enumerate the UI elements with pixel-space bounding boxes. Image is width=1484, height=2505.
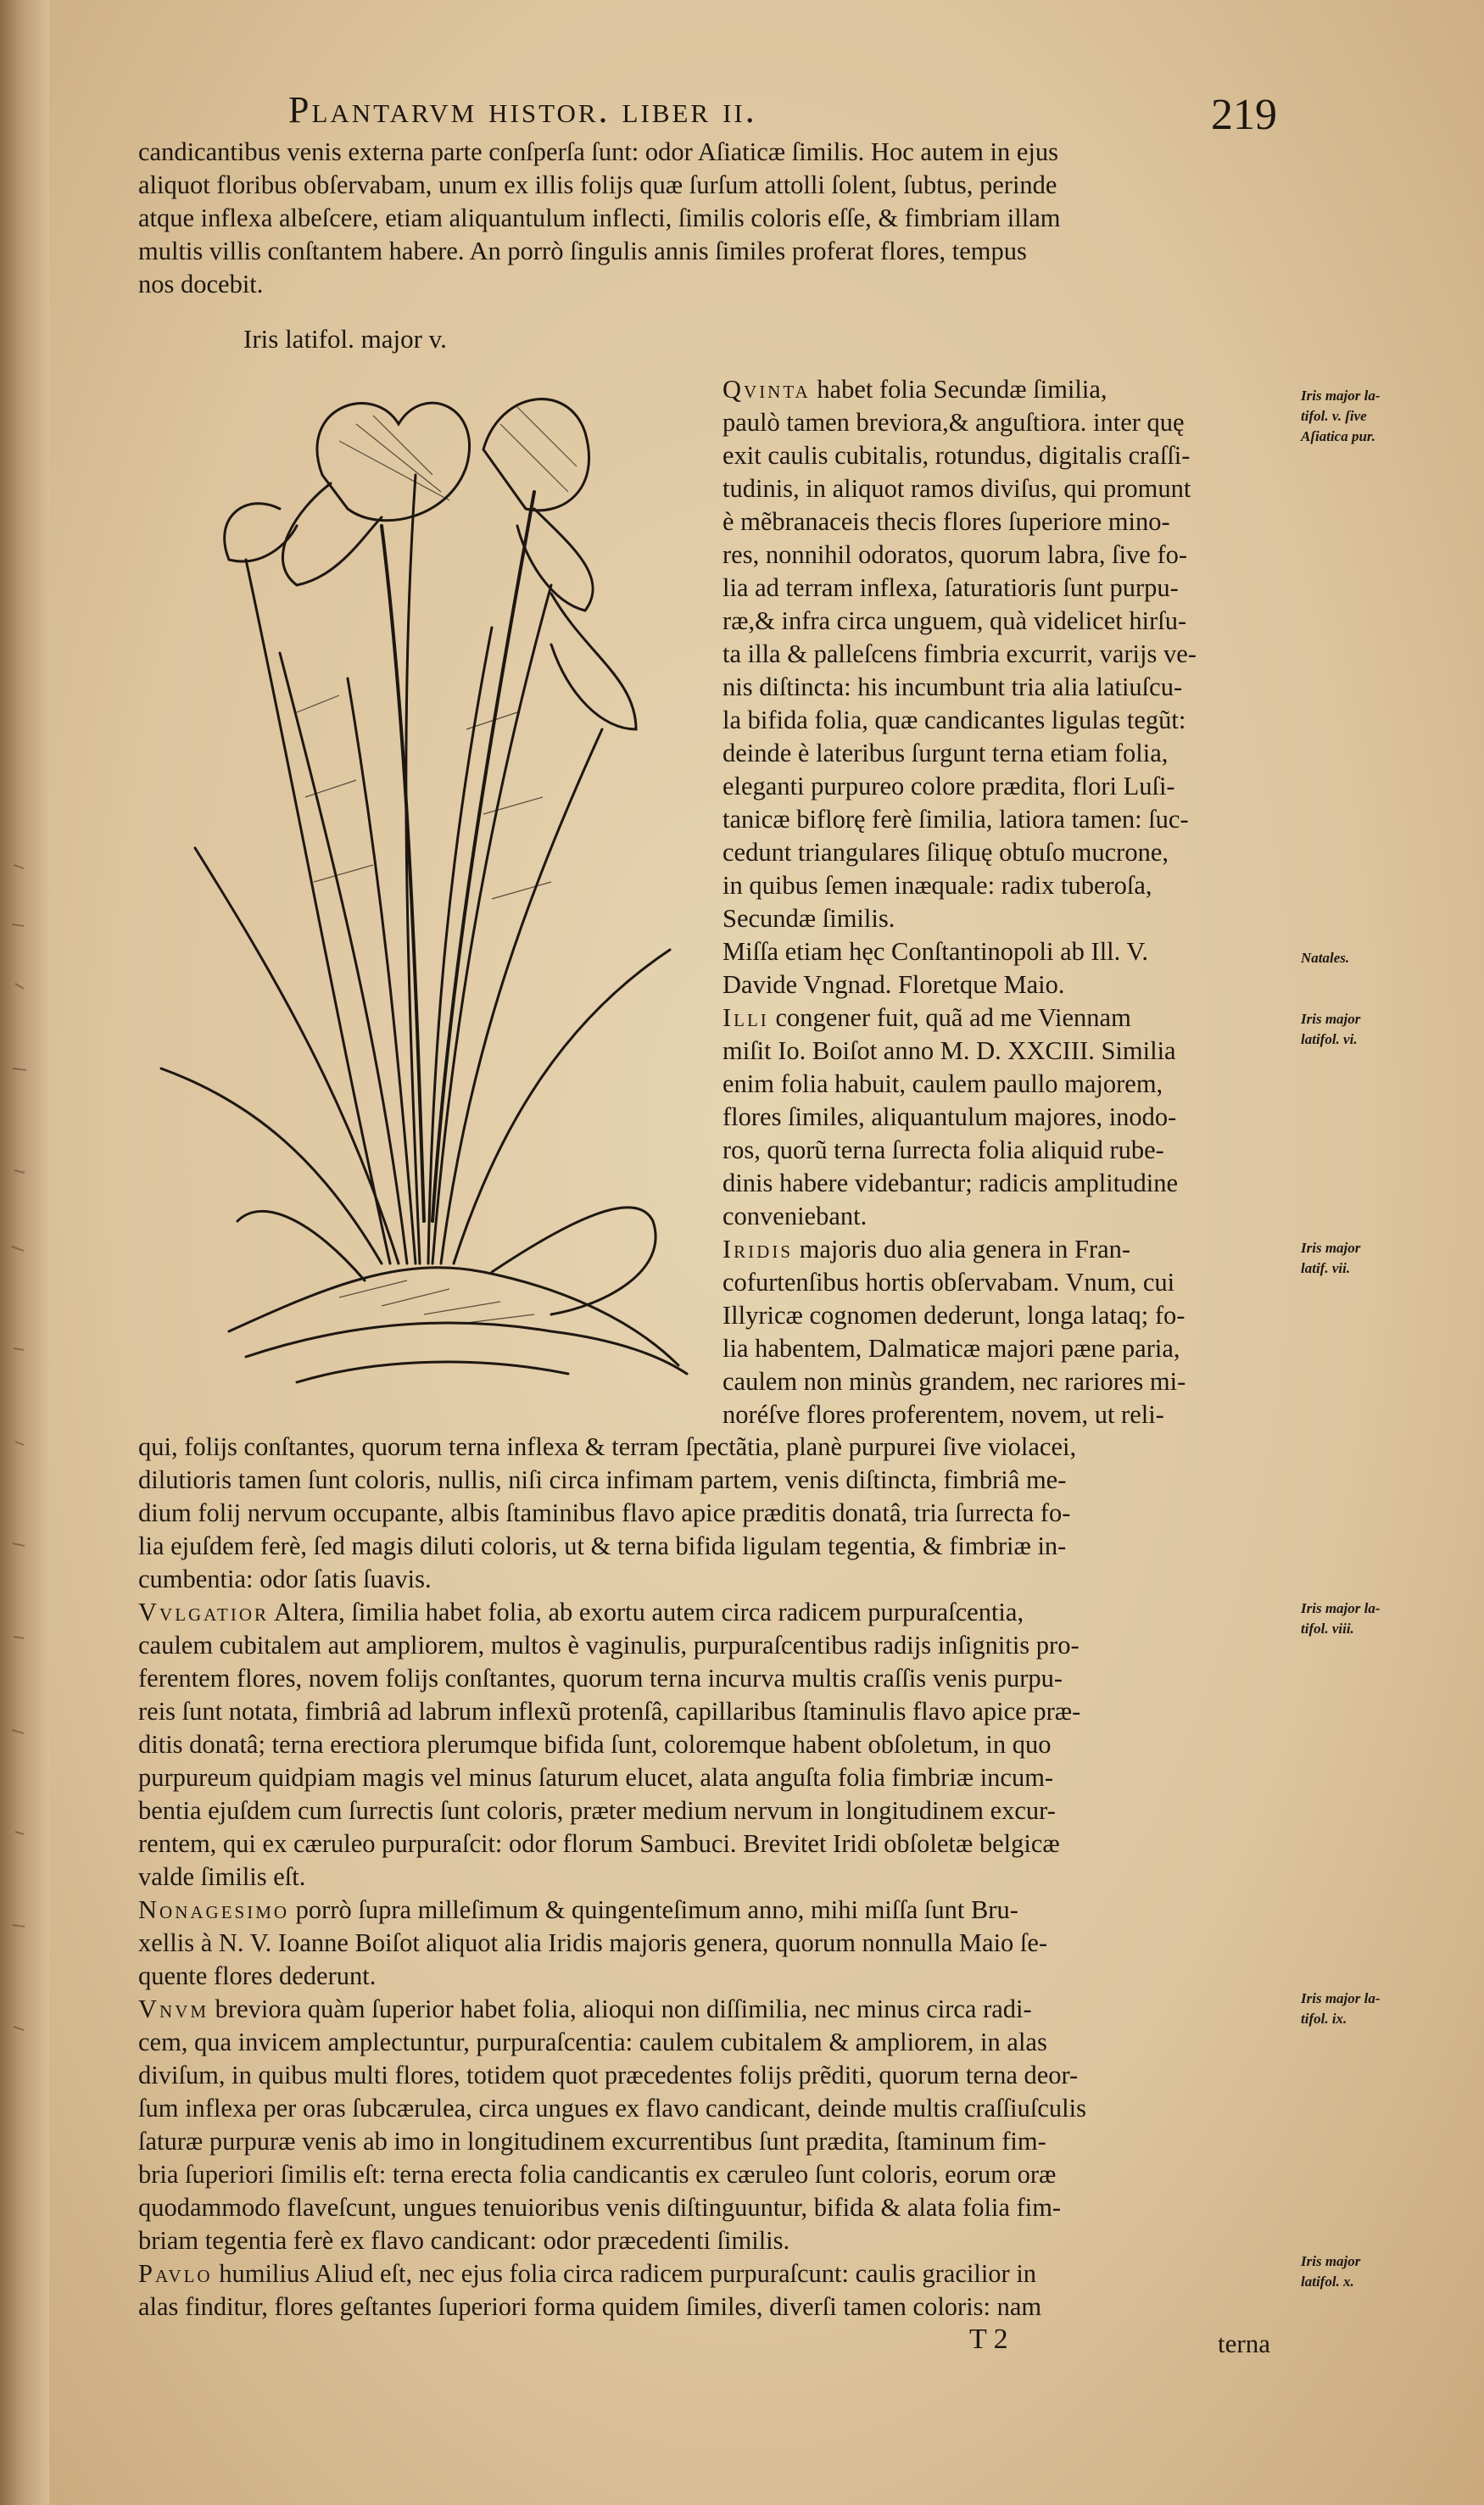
line-text: bria ſuperiori ſimilis eſt: terna erecta folia candicantis ex cæruleo ſunt coloris, eorum oræ	[138, 2160, 1057, 2189]
right-column-text	[722, 373, 1197, 1431]
text-line	[722, 1266, 1197, 1299]
text-line	[138, 1861, 1086, 1894]
text-line	[722, 1398, 1197, 1431]
text-line	[138, 1695, 1086, 1728]
line-text: noréſve flores proferentem, novem, ut reli-	[722, 1400, 1164, 1429]
text-line	[138, 2125, 1086, 2158]
line-text: lia ejuſdem ferè, ſed magis diluti coloris, ut & terna bifida ligulam tegentia, & fimbriæ in-	[138, 1531, 1067, 1560]
line-text: deinde è lateribus ſurgunt terna etiam folia,	[722, 739, 1169, 767]
margin-note	[1301, 386, 1381, 447]
line-text: breviora quàm ſuperior habet folia, alioqui non diſſimilia, nec minus circa radi-	[209, 1995, 1032, 2023]
line-text: cedunt triangulares ſiliquę obtuſo mucrone,	[722, 838, 1169, 867]
text-line: multis villis conſtantem habere. An porrò ſingulis annis ſimiles proferat flores, tempus	[138, 237, 1027, 265]
text-line	[722, 1167, 1197, 1200]
margin-note-line: tifol. viii.	[1301, 1621, 1354, 1637]
text-line	[138, 1927, 1086, 1960]
line-text: qui, folijs conſtantes, quorum terna inflexa & terram ſpectãtia, planè purpurei ſive violacei,	[138, 1432, 1077, 1461]
line-text: in quibus ſemen inæquale: radix tuberoſa,	[722, 871, 1152, 900]
margin-note-line: latifol. x.	[1301, 2273, 1354, 2290]
text-line	[138, 2158, 1086, 2191]
line-text: res, nonnihil odoratos, quorum labra, ſive fo-	[722, 540, 1188, 569]
margin-note-line: Iris major	[1301, 1011, 1361, 1027]
text-line	[722, 1035, 1197, 1068]
running-title	[288, 88, 1306, 139]
top-paragraph	[138, 136, 1061, 301]
text-line	[138, 2059, 1086, 2092]
line-text: ſaturæ purpuræ venis ab imo in longitudinem excurrentibus ſunt prædita, ſtaminum fim-	[138, 2127, 1046, 2156]
text-line	[722, 538, 1197, 572]
text-line	[722, 1068, 1197, 1101]
text-line	[138, 1894, 1086, 1927]
line-text: dinis habere videbantur; radicis amplitudine	[722, 1169, 1178, 1197]
line-text: flores ſimiles, aliquantulum majores, inodo-	[722, 1102, 1177, 1131]
line-text: ferentem flores, novem folijs conſtantes, quorum terna incurva multis craſſis venis purpu-	[138, 1664, 1063, 1693]
line-text: ditis donatâ; terna erectiora plerumque bifida ſunt, coloremque habent obſoletum, in quo	[138, 1730, 1052, 1759]
text-line	[722, 1200, 1197, 1233]
text-line	[138, 1629, 1086, 1662]
line-text: paulò tamen breviora,& anguſtiora. inter quę	[722, 408, 1185, 437]
line-text: habet folia Secundæ ſimilia,	[810, 375, 1107, 404]
text-line	[722, 968, 1197, 1001]
margin-note-line: Iris major	[1301, 2253, 1361, 2269]
text-line	[722, 770, 1197, 803]
text-line	[722, 505, 1197, 538]
page-number: 219	[1211, 91, 1277, 139]
margin-note	[1301, 2251, 1360, 2292]
margin-note	[1301, 1598, 1381, 1639]
text-line	[722, 472, 1197, 505]
line-text: tudinis, in aliquot ramos diviſus, qui promunt	[722, 474, 1191, 503]
line-text: bentia ejuſdem cum ſurrectis ſunt coloris, præter medium nervum in longitudinem excur-	[138, 1796, 1056, 1825]
text-line	[722, 1365, 1197, 1398]
margin-note-line: Iris major	[1301, 1240, 1361, 1256]
text-line	[138, 1761, 1086, 1794]
text-line	[722, 737, 1197, 770]
text-line	[722, 605, 1197, 638]
figure-caption: Iris latifol. major v.	[243, 324, 447, 354]
small-caps-initial-word: Pavlo	[138, 2259, 213, 2288]
line-text: quodammodo flaveſcunt, ungues tenuioribus venis diſtinguuntur, bifida & alata folia fim-	[138, 2193, 1062, 2222]
line-text: è mẽbranaceis thecis flores ſuperiore mino-	[722, 507, 1170, 536]
margin-note	[1301, 948, 1349, 968]
line-text: eleganti purpureo colore prædita, flori Luſi-	[722, 772, 1175, 801]
text-line	[138, 1431, 1086, 1464]
text-line	[722, 803, 1197, 836]
text-line	[722, 1332, 1197, 1365]
small-caps-initial-word: Nonagesimo	[138, 1895, 290, 1924]
line-text: ros, quorũ terna ſurrecta folia aliquid rube-	[722, 1135, 1164, 1164]
line-text: caulem non minùs grandem, nec rariores mi-	[722, 1367, 1186, 1396]
line-text: conveniebant.	[722, 1202, 868, 1230]
margin-note-line: tifol. v. ſive	[1301, 408, 1367, 424]
line-text: Altera, ſimilia habet folia, ab exortu autem circa radicem purpuraſcentia,	[269, 1598, 1024, 1626]
text-line	[722, 935, 1197, 968]
line-text: tanicæ biflorę ferè ſimilia, latiora tamen: ſuc-	[722, 805, 1189, 834]
small-caps-initial-word: Iridis	[722, 1235, 793, 1264]
text-line	[722, 638, 1197, 671]
line-text: diviſum, in quibus multi flores, totidem quot præcedentes folijs prẽditi, quorum terna deor-	[138, 2061, 1079, 2089]
margin-note-line: Aſiatica pur.	[1301, 428, 1375, 444]
text-line	[138, 1596, 1086, 1629]
margin-note-line: tifol. ix.	[1301, 2011, 1347, 2027]
text-line	[722, 704, 1197, 737]
text-line	[722, 836, 1197, 869]
line-text: miſit Io. Boiſot anno M. D. XXCIII. Similia	[722, 1036, 1176, 1065]
line-text: dium folij nervum occupante, albis ſtaminibus flavo apice præditis donatâ, tria ſurrecta fo-	[138, 1498, 1071, 1527]
line-text: cumbentia: odor ſatis ſuavis.	[138, 1565, 432, 1593]
line-text: lia habentem, Dalmaticæ majori pæne paria,	[722, 1334, 1180, 1363]
bleed-through-marks	[5, 848, 39, 2120]
line-text: ta illa & palleſcens fimbria excurrit, varijs ve-	[722, 639, 1197, 668]
line-text: caulem cubitalem aut ampliorem, multos è vaginulis, purpuraſcentibus radijs inſignitis pro-	[138, 1631, 1080, 1660]
margin-note-line: latifol. vi.	[1301, 1031, 1358, 1047]
text-line	[138, 1827, 1086, 1861]
margin-note	[1301, 1989, 1381, 2029]
text-line	[722, 1101, 1197, 1134]
text-line	[138, 2257, 1086, 2290]
text-line	[138, 2290, 1086, 2324]
line-text: dilutioris tamen ſunt coloris, nullis, niſi circa infimam partem, venis diſtincta, fimbriâ me-	[138, 1465, 1067, 1494]
line-text: quente flores dederunt.	[138, 1961, 377, 1990]
text-line	[138, 2191, 1086, 2224]
text-line	[138, 1497, 1086, 1530]
text-line	[138, 2092, 1086, 2125]
small-caps-initial-word: Vnvm	[138, 1995, 209, 2023]
line-text: la bifida folia, quæ candicantes ligulas tegũt:	[722, 706, 1186, 734]
line-text: purpureum quidpiam magis vel minus ſaturum elucet, alata anguſta folia fimbriæ incum-	[138, 1763, 1054, 1792]
line-text: Secundæ ſimilis.	[722, 904, 895, 933]
line-text: enim folia habuit, caulem paullo majorem,	[722, 1069, 1163, 1098]
margin-note-line: Iris major la-	[1301, 1990, 1381, 2006]
text-line	[138, 1530, 1086, 1563]
line-text: Miſſa etiam hęc Conſtantinopoli ab Ill. V.	[722, 937, 1149, 966]
text-line	[722, 572, 1197, 605]
small-caps-initial-word: Illi	[722, 1003, 769, 1032]
line-text: cem, qua invicem amplectuntur, purpuraſcentia: caulem cubitalem & ampliorem, in alas	[138, 2028, 1047, 2056]
text-line	[722, 869, 1197, 902]
text-line	[138, 1794, 1086, 1827]
text-line	[138, 1728, 1086, 1761]
line-text: humilius Aliud eſt, nec ejus folia circa radicem purpuraſcunt: caulis gracilior in	[212, 2259, 1037, 2288]
signature-mark: T 2	[969, 2324, 1008, 2355]
small-caps-initial-word: Vvlgatior	[138, 1598, 270, 1626]
catchword: terna	[1218, 2329, 1270, 2358]
line-text: ræ,& infra circa unguem, quà videlicet hirſu-	[722, 606, 1187, 635]
text-line: candicantibus venis externa parte conſperſa ſunt: odor Aſiaticæ ſimilis. Hoc autem in ejus	[138, 137, 1058, 166]
text-line	[722, 1299, 1197, 1332]
margin-note-line: Iris major la-	[1301, 1600, 1381, 1616]
text-line	[138, 1993, 1086, 2026]
margin-note-line: Natales.	[1301, 950, 1350, 966]
line-text: porrò ſupra milleſimum & quingenteſimum anno, mihi miſſa ſunt Bru-	[289, 1895, 1018, 1924]
margin-note	[1301, 1238, 1360, 1279]
line-text: valde ſimilis eſt.	[138, 1862, 306, 1891]
text-line	[722, 902, 1197, 935]
line-text: alas finditur, flores geſtantes ſuperiori forma quidem ſimiles, diverſi tamen coloris: nam	[138, 2292, 1042, 2321]
margin-note-line: latif. vii.	[1301, 1260, 1351, 1276]
line-text: congener fuit, quã ad me Viennam	[768, 1003, 1131, 1032]
text-line	[722, 1134, 1197, 1167]
line-text: reis ſunt notata, fimbriâ ad labrum inflexũ protenſâ, capillaribus ſtaminulis flavo apice præ-	[138, 1697, 1081, 1726]
text-line	[722, 439, 1197, 472]
line-text: lia ad terram inflexa, ſaturatioris ſunt purpu-	[722, 573, 1179, 602]
line-text: exit caulis cubitalis, rotundus, digitalis craſſi-	[722, 441, 1191, 470]
text-line	[138, 1464, 1086, 1497]
text-line	[722, 1233, 1197, 1266]
line-text: Illyricæ cognomen dederunt, longa lataq; fo-	[722, 1301, 1186, 1330]
text-line	[722, 1001, 1197, 1035]
book-gutter	[0, 0, 49, 2505]
iris-woodcut-illustration	[127, 373, 704, 1399]
line-text: Davide Vngnad. Floretque Maio.	[722, 970, 1065, 999]
text-line	[138, 1563, 1086, 1596]
line-text: briam tegentia ferè ex flavo candicant: odor præcedenti ſimilis.	[138, 2226, 790, 2255]
full-width-text	[138, 1431, 1086, 2324]
line-text: ſum inflexa per oras ſubcærulea, circa ungues ex flavo candicant, deinde multis craſſiuſculis	[138, 2094, 1086, 2123]
small-caps-initial-word: Qvinta	[722, 375, 811, 404]
line-text: nis diſtincta: his incumbunt tria alia latiuſcu-	[722, 672, 1183, 701]
running-title-text: Plantarvm histor. liber ii.	[288, 89, 757, 131]
text-line	[138, 2026, 1086, 2059]
text-line	[138, 2224, 1086, 2257]
text-line	[722, 373, 1197, 406]
text-line	[722, 406, 1197, 439]
line-text: xellis à N. V. Ioanne Boiſot aliquot alia Iridis majoris genera, quorum nonnulla Maio ſe-	[138, 1928, 1048, 1957]
text-line: atque inflexa albeſcere, etiam aliquantulum inflecti, ſimilis coloris eſſe, & fimbriam illam	[138, 204, 1061, 232]
text-line	[138, 1662, 1086, 1695]
line-text: majoris duo alia genera in Fran-	[793, 1235, 1131, 1264]
text-line	[138, 1960, 1086, 1993]
line-text: rentem, qui ex cæruleo purpuraſcit: odor florum Sambuci. Brevitet Iridi obſoletæ belgicæ	[138, 1829, 1060, 1858]
text-line: nos docebit.	[138, 270, 264, 298]
text-line	[722, 671, 1197, 704]
text-line: aliquot floribus obſervabam, unum ex illis folijs quæ ſurſum attolli ſolent, ſubtus, perinde	[138, 170, 1057, 199]
line-text: cofurtenſibus hortis obſervabam. Vnum, cui	[722, 1268, 1175, 1297]
margin-note	[1301, 1009, 1360, 1050]
margin-note-line: Iris major la-	[1301, 388, 1381, 404]
